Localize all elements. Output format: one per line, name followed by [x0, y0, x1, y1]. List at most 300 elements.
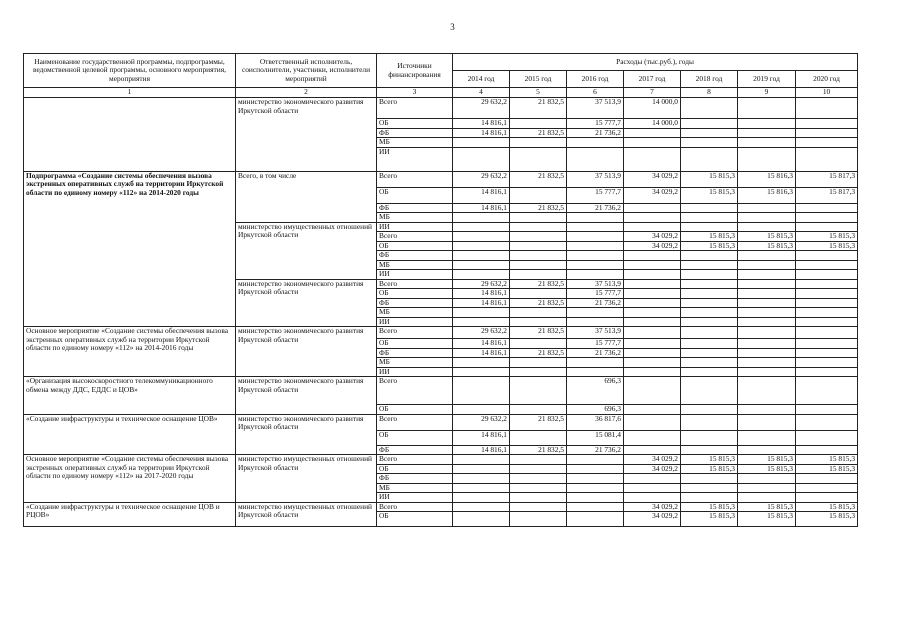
value-cell [453, 493, 510, 503]
value-cell [510, 147, 567, 171]
value-cell: 15 815,3 [796, 241, 858, 251]
value-cell [738, 138, 796, 148]
value-cell [510, 251, 567, 261]
value-cell: 34 029,2 [624, 502, 681, 512]
value-cell [510, 455, 567, 465]
value-cell: 14 816,1 [453, 187, 510, 203]
value-cell [738, 260, 796, 270]
value-cell: 34 029,2 [624, 232, 681, 242]
funding-source-cell: МБ [377, 308, 453, 318]
value-cell [796, 128, 858, 138]
column-number: 6 [567, 88, 624, 98]
value-cell [738, 308, 796, 318]
value-cell [453, 358, 510, 368]
value-cell [738, 289, 796, 299]
value-cell: 29 632,2 [453, 327, 510, 339]
value-cell: 21 832,5 [510, 203, 567, 213]
value-cell [624, 430, 681, 445]
value-cell: 34 029,2 [624, 171, 681, 187]
value-cell [738, 327, 796, 339]
value-cell [738, 251, 796, 261]
value-cell: 21 832,5 [510, 348, 567, 358]
value-cell [738, 298, 796, 308]
value-cell: 15 815,3 [796, 502, 858, 512]
value-cell [510, 430, 567, 445]
value-cell [796, 298, 858, 308]
value-cell [624, 339, 681, 349]
value-cell: 15 815,3 [738, 455, 796, 465]
column-number: 9 [738, 88, 796, 98]
value-cell [681, 98, 738, 119]
value-cell: 14 816,1 [453, 298, 510, 308]
executor-cell: министерство экономического развития Иркутской области [236, 279, 377, 327]
value-cell [796, 445, 858, 455]
value-cell [567, 317, 624, 327]
value-cell [796, 367, 858, 377]
value-cell [624, 128, 681, 138]
header-program-name: Наименование государственной программы, подпрограммы, ведомственной целевой программы, основного мероприятия, мероприятия [24, 54, 236, 88]
value-cell [681, 222, 738, 232]
funding-source-cell: ОБ [377, 119, 453, 129]
value-cell: 21 832,5 [510, 98, 567, 119]
value-cell [510, 464, 567, 474]
value-cell [453, 483, 510, 493]
value-cell: 14 816,1 [453, 339, 510, 349]
executor-cell: министерство экономического развития Иркутской области [236, 414, 377, 455]
value-cell: 21 832,5 [510, 298, 567, 308]
value-cell [510, 213, 567, 223]
value-cell [453, 512, 510, 527]
value-cell [624, 213, 681, 223]
value-cell [453, 317, 510, 327]
value-cell: 14 000,0 [624, 119, 681, 129]
value-cell: 14 000,0 [624, 98, 681, 119]
executor-cell: министерство имущественных отношений Иркутской области [236, 222, 377, 279]
value-cell: 14 816,1 [453, 430, 510, 445]
value-cell [681, 213, 738, 223]
header-year: 2015 год [510, 71, 567, 88]
value-cell [624, 279, 681, 289]
value-cell: 21 736,2 [567, 203, 624, 213]
value-cell: 15 777,7 [567, 119, 624, 129]
value-cell [510, 474, 567, 484]
funding-source-cell: Всего [377, 98, 453, 119]
value-cell [796, 279, 858, 289]
value-cell [624, 358, 681, 368]
value-cell [681, 128, 738, 138]
table-row [24, 98, 858, 119]
value-cell: 21 832,5 [510, 279, 567, 289]
funding-source-cell: ОБ [377, 430, 453, 445]
value-cell [453, 308, 510, 318]
value-cell [510, 512, 567, 527]
value-cell [738, 493, 796, 503]
value-cell [738, 279, 796, 289]
value-cell: 29 632,2 [453, 279, 510, 289]
value-cell [796, 203, 858, 213]
value-cell [567, 367, 624, 377]
value-cell: 29 632,2 [453, 414, 510, 430]
value-cell [796, 327, 858, 339]
funding-source-cell: ФБ [377, 348, 453, 358]
value-cell: 36 817,6 [567, 414, 624, 430]
value-cell: 21 736,2 [567, 298, 624, 308]
value-cell [681, 260, 738, 270]
page-number: 3 [450, 22, 455, 32]
value-cell [624, 222, 681, 232]
program-name-cell: Подпрограмма «Создание системы обеспечения вызова экстренных оперативных служб на территории Иркутской области по единому номеру «112» на 2014-2020 годы [24, 171, 236, 327]
value-cell [567, 512, 624, 527]
funding-source-cell: Всего [377, 377, 453, 405]
value-cell [738, 147, 796, 171]
program-name-cell: Основное мероприятие «Создание системы обеспечения вызова экстренных оперативных служб на территории Иркутской области по единому номеру «112» на 2017-2020 годы [24, 455, 236, 503]
value-cell [510, 138, 567, 148]
value-cell [796, 339, 858, 349]
funding-source-cell: ИИ [377, 317, 453, 327]
table-row [24, 414, 858, 430]
value-cell [624, 348, 681, 358]
value-cell [567, 251, 624, 261]
value-cell: 15 817,3 [796, 171, 858, 187]
value-cell [567, 270, 624, 280]
value-cell [681, 493, 738, 503]
value-cell [796, 493, 858, 503]
value-cell: 37 513,9 [567, 279, 624, 289]
value-cell [738, 339, 796, 349]
executor-cell: министерство экономического развития Иркутской области [236, 377, 377, 415]
table-row [24, 171, 858, 187]
value-cell: 15 816,3 [738, 171, 796, 187]
funding-source-cell: МБ [377, 213, 453, 223]
value-cell: 15 815,3 [738, 232, 796, 242]
value-cell [681, 251, 738, 261]
value-cell [453, 270, 510, 280]
value-cell [738, 377, 796, 405]
value-cell: 21 832,5 [510, 327, 567, 339]
value-cell [738, 213, 796, 223]
value-cell [738, 119, 796, 129]
value-cell [510, 241, 567, 251]
executor-cell: министерство имущественных отношений Иркутской области [236, 455, 377, 503]
value-cell [681, 279, 738, 289]
value-cell [681, 203, 738, 213]
column-number: 3 [377, 88, 453, 98]
value-cell: 15 815,3 [681, 171, 738, 187]
funding-source-cell: Всего [377, 327, 453, 339]
value-cell [453, 213, 510, 223]
value-cell [738, 348, 796, 358]
value-cell: 15 815,3 [738, 512, 796, 527]
value-cell [796, 270, 858, 280]
value-cell: 37 513,9 [567, 98, 624, 119]
table-row [24, 377, 858, 405]
funding-source-cell: Всего [377, 279, 453, 289]
header-executor: Ответственный исполнитель, соисполнители, участники, исполнители мероприятий [236, 54, 377, 88]
value-cell [510, 339, 567, 349]
value-cell: 15 815,3 [681, 512, 738, 527]
value-cell: 34 029,2 [624, 455, 681, 465]
value-cell [796, 213, 858, 223]
value-cell [796, 377, 858, 405]
value-cell [738, 128, 796, 138]
value-cell [681, 358, 738, 368]
value-cell [681, 298, 738, 308]
program-name-cell: «Организация высокоскоростного телекоммуникационного обмена между ДДС, ЕДДС и ЦОВ» [24, 377, 236, 415]
funding-source-cell: ИИ [377, 222, 453, 232]
value-cell [738, 474, 796, 484]
funding-source-cell: ИИ [377, 493, 453, 503]
funding-source-cell: МБ [377, 358, 453, 368]
value-cell [681, 405, 738, 415]
value-cell [796, 260, 858, 270]
value-cell [681, 483, 738, 493]
value-cell: 15 815,3 [796, 464, 858, 474]
value-cell [567, 222, 624, 232]
value-cell [453, 502, 510, 512]
value-cell [681, 317, 738, 327]
value-cell [796, 98, 858, 119]
table-row [24, 455, 858, 465]
value-cell [624, 203, 681, 213]
value-cell [796, 414, 858, 430]
executor-cell: министерство экономического развития Иркутской области [236, 327, 377, 377]
funding-source-cell: Всего [377, 232, 453, 242]
value-cell: 15 815,3 [796, 455, 858, 465]
value-cell: 15 815,3 [738, 502, 796, 512]
value-cell [796, 138, 858, 148]
value-cell [681, 119, 738, 129]
value-cell: 15 817,3 [796, 187, 858, 203]
executor-cell: министерство экономического развития Иркутской области [236, 98, 377, 172]
value-cell [624, 405, 681, 415]
value-cell [738, 405, 796, 415]
value-cell [796, 405, 858, 415]
program-name-cell: «Создание инфраструктуры и техническое оснащение ЦОВ» [24, 414, 236, 455]
value-cell [510, 308, 567, 318]
value-cell [738, 317, 796, 327]
value-cell: 21 832,5 [510, 414, 567, 430]
value-cell [453, 474, 510, 484]
value-cell: 15 815,3 [681, 455, 738, 465]
header-funding-source: Источники финансирования [377, 54, 453, 88]
value-cell [624, 493, 681, 503]
value-cell: 15 815,3 [796, 232, 858, 242]
value-cell: 14 816,1 [453, 289, 510, 299]
value-cell [738, 445, 796, 455]
value-cell [796, 483, 858, 493]
funding-source-cell: Всего [377, 455, 453, 465]
value-cell: 14 816,1 [453, 348, 510, 358]
value-cell: 21 736,2 [567, 128, 624, 138]
value-cell: 696,3 [567, 377, 624, 405]
value-cell [567, 241, 624, 251]
executor-cell: Всего, в том числе [236, 171, 377, 222]
executor-cell: министерство имущественных отношений Иркутской области [236, 502, 377, 527]
value-cell: 21 832,5 [510, 128, 567, 138]
header-year: 2018 год [681, 71, 738, 88]
value-cell [510, 289, 567, 299]
value-cell [510, 317, 567, 327]
value-cell [796, 222, 858, 232]
value-cell: 29 632,2 [453, 98, 510, 119]
funding-source-cell: Всего [377, 171, 453, 187]
value-cell [567, 483, 624, 493]
value-cell [567, 455, 624, 465]
value-cell [567, 493, 624, 503]
funding-source-cell: ФБ [377, 474, 453, 484]
column-number: 4 [453, 88, 510, 98]
value-cell [681, 348, 738, 358]
funding-source-cell: ФБ [377, 251, 453, 261]
value-cell [567, 502, 624, 512]
value-cell [681, 289, 738, 299]
value-cell [510, 367, 567, 377]
column-number: 7 [624, 88, 681, 98]
value-cell [567, 232, 624, 242]
value-cell [453, 251, 510, 261]
table-row [24, 502, 858, 512]
value-cell [453, 377, 510, 405]
value-cell: 14 816,1 [453, 128, 510, 138]
funding-source-cell: ФБ [377, 128, 453, 138]
header-year: 2019 год [738, 71, 796, 88]
value-cell [624, 445, 681, 455]
column-number: 8 [681, 88, 738, 98]
value-cell [738, 414, 796, 430]
value-cell [624, 289, 681, 299]
value-cell: 37 513,9 [567, 171, 624, 187]
value-cell [453, 367, 510, 377]
value-cell: 15 815,3 [681, 464, 738, 474]
value-cell: 21 736,2 [567, 445, 624, 455]
value-cell [624, 377, 681, 405]
value-cell [567, 474, 624, 484]
value-cell [738, 222, 796, 232]
funding-source-cell: ОБ [377, 339, 453, 349]
value-cell [510, 270, 567, 280]
value-cell [510, 483, 567, 493]
funding-source-cell: Всего [377, 414, 453, 430]
header-year: 2020 год [796, 71, 858, 88]
value-cell: 21 736,2 [567, 348, 624, 358]
value-cell [796, 308, 858, 318]
column-number: 10 [796, 88, 858, 98]
program-name-cell [24, 98, 236, 172]
value-cell [510, 502, 567, 512]
expenses-table [23, 53, 858, 527]
header-year: 2016 год [567, 71, 624, 88]
value-cell [624, 308, 681, 318]
value-cell [510, 260, 567, 270]
funding-source-cell: МБ [377, 138, 453, 148]
value-cell [796, 317, 858, 327]
value-cell [796, 430, 858, 445]
value-cell: 15 816,3 [738, 187, 796, 203]
funding-source-cell: ОБ [377, 241, 453, 251]
value-cell: 34 029,2 [624, 512, 681, 527]
funding-source-cell: ОБ [377, 512, 453, 527]
value-cell [681, 367, 738, 377]
value-cell [738, 483, 796, 493]
funding-source-cell: ОБ [377, 405, 453, 415]
funding-source-cell: ФБ [377, 203, 453, 213]
value-cell [567, 308, 624, 318]
value-cell: 15 815,3 [681, 232, 738, 242]
program-name-cell: Основное мероприятие «Создание системы обеспечения вызова экстренных оперативных служб на территории Иркутской области по единому номеру «112» на 2014-2016 годы [24, 327, 236, 377]
value-cell [624, 367, 681, 377]
column-number: 5 [510, 88, 567, 98]
value-cell: 15 777,7 [567, 289, 624, 299]
funding-source-cell: ИИ [377, 147, 453, 171]
value-cell: 15 815,3 [796, 512, 858, 527]
value-cell [796, 348, 858, 358]
value-cell: 15 081,4 [567, 430, 624, 445]
table-body [24, 98, 858, 527]
value-cell [453, 138, 510, 148]
value-cell: 15 815,3 [681, 241, 738, 251]
value-cell [510, 119, 567, 129]
value-cell [624, 298, 681, 308]
value-cell [624, 474, 681, 484]
value-cell [796, 358, 858, 368]
value-cell [796, 289, 858, 299]
funding-source-cell: ИИ [377, 270, 453, 280]
value-cell [453, 241, 510, 251]
value-cell [453, 232, 510, 242]
header-year: 2017 год [624, 71, 681, 88]
value-cell [738, 367, 796, 377]
value-cell: 34 029,2 [624, 187, 681, 203]
value-cell [681, 270, 738, 280]
value-cell: 696,3 [567, 405, 624, 415]
value-cell [624, 317, 681, 327]
value-cell [567, 147, 624, 171]
value-cell [681, 327, 738, 339]
value-cell [567, 464, 624, 474]
value-cell [624, 251, 681, 261]
value-cell [681, 339, 738, 349]
value-cell: 15 815,3 [738, 241, 796, 251]
header-year: 2014 год [453, 71, 510, 88]
value-cell [453, 147, 510, 171]
value-cell [681, 430, 738, 445]
value-cell [681, 377, 738, 405]
funding-source-cell: ОБ [377, 289, 453, 299]
value-cell [738, 430, 796, 445]
column-number: 1 [24, 88, 236, 98]
value-cell [796, 251, 858, 261]
value-cell [738, 98, 796, 119]
value-cell: 15 815,3 [738, 464, 796, 474]
value-cell [510, 187, 567, 203]
value-cell: 21 832,5 [510, 445, 567, 455]
funding-source-cell: МБ [377, 260, 453, 270]
value-cell [796, 474, 858, 484]
value-cell: 15 777,7 [567, 187, 624, 203]
value-cell: 34 029,2 [624, 241, 681, 251]
funding-source-cell: ОБ [377, 464, 453, 474]
value-cell [567, 138, 624, 148]
funding-source-cell: ФБ [377, 298, 453, 308]
value-cell [453, 260, 510, 270]
value-cell [453, 405, 510, 415]
value-cell [681, 414, 738, 430]
value-cell [681, 138, 738, 148]
value-cell [510, 377, 567, 405]
value-cell: 14 816,1 [453, 119, 510, 129]
value-cell: 29 632,2 [453, 171, 510, 187]
value-cell: 15 815,3 [681, 502, 738, 512]
